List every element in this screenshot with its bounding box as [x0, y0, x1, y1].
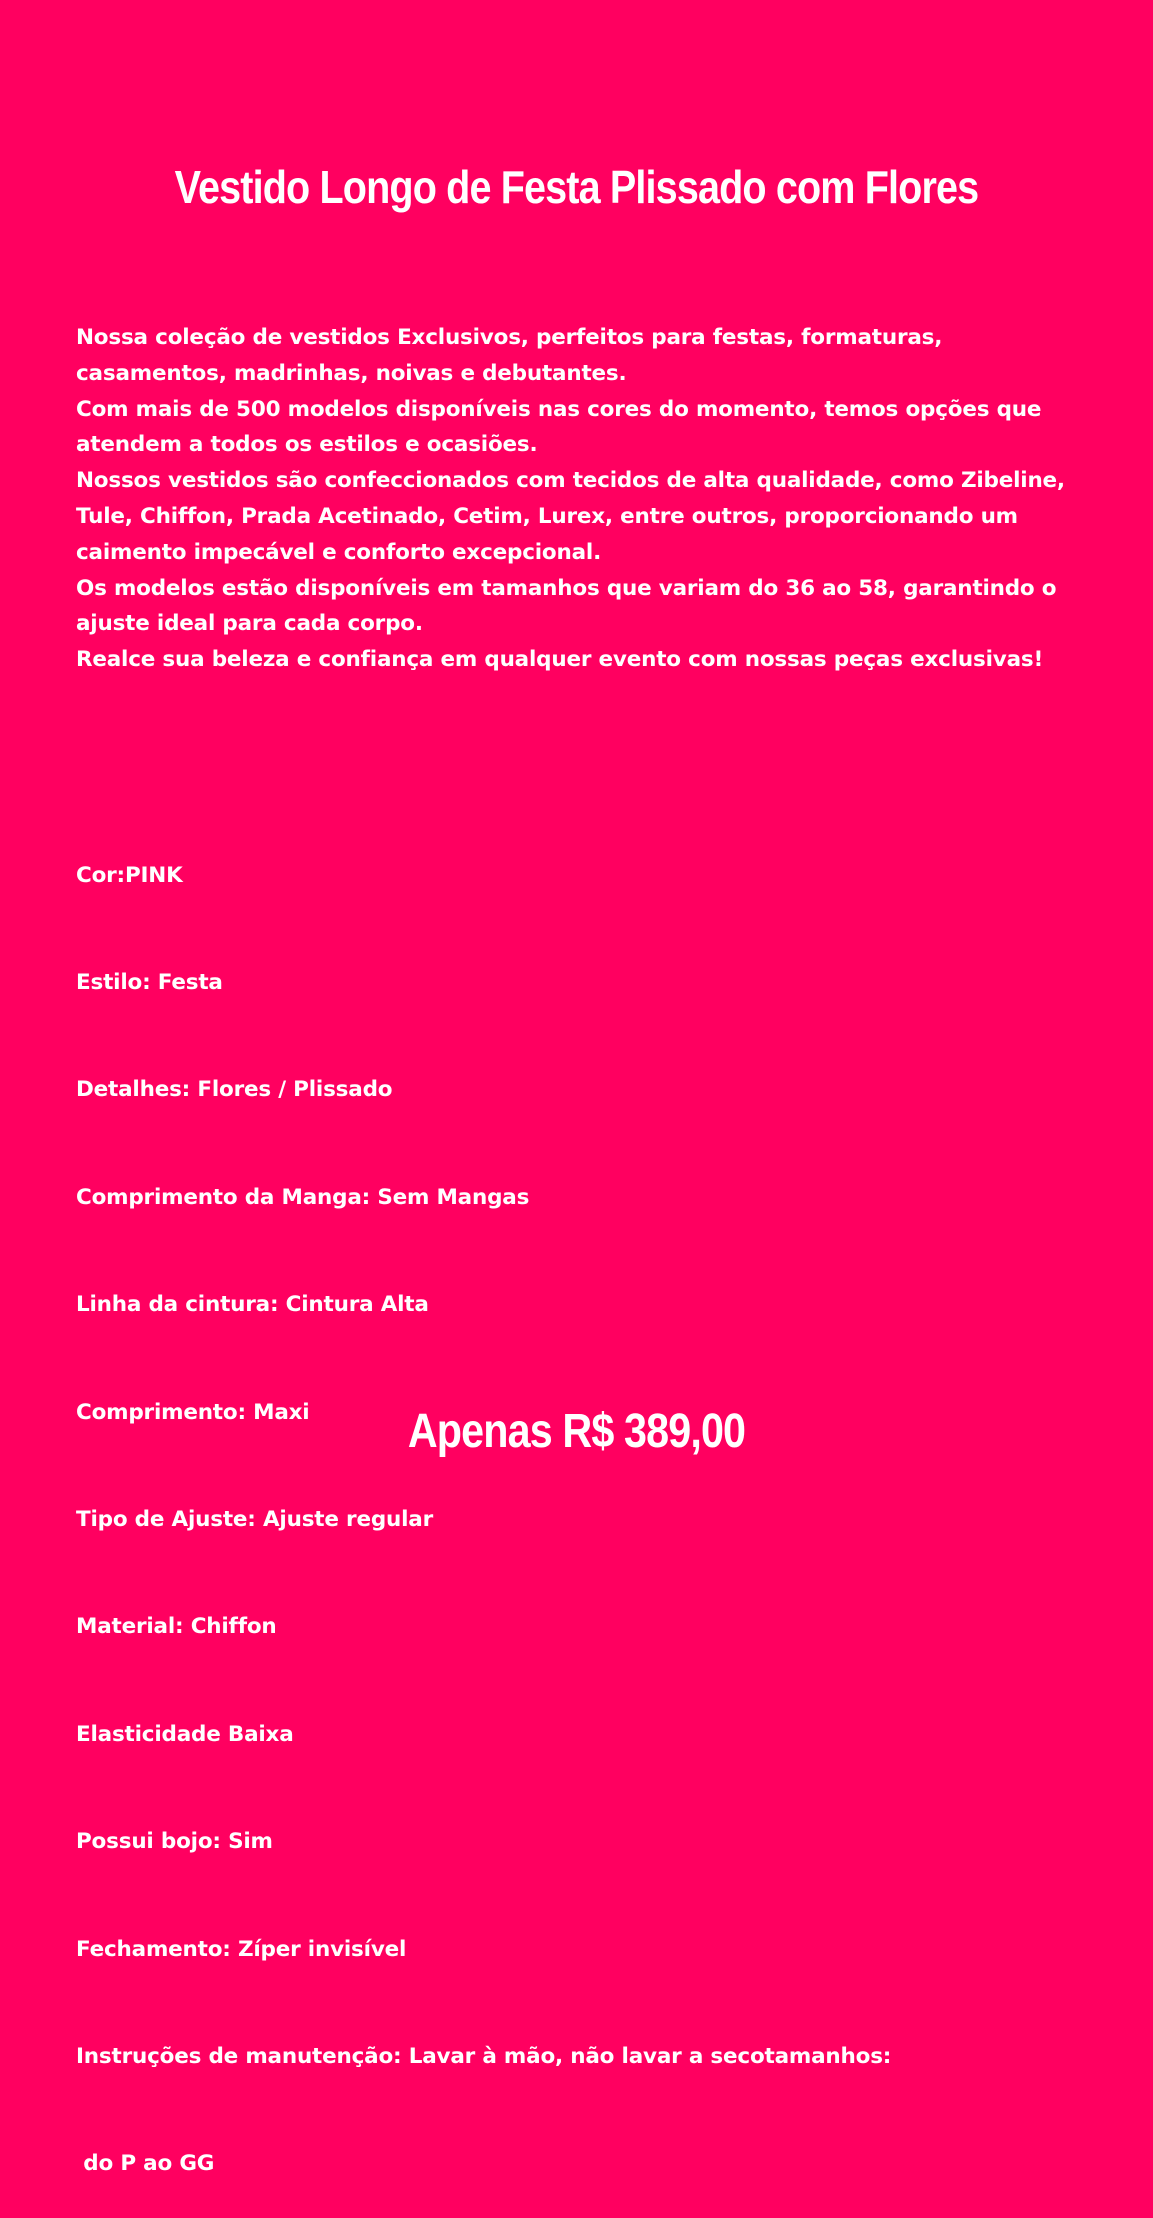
spec-color: Cor:PINK: [76, 862, 183, 888]
description-paragraph: Realce sua beleza e confiança em qualquer evento com nossas peças exclusivas!: [76, 647, 1044, 673]
page-title: Vestido Longo de Festa Plissado com Flores: [174, 160, 979, 213]
spec-waistline: Linha da cintura: Cintura Alta: [76, 1292, 429, 1318]
description-paragraph: Nossos vestidos são confeccionados com tecidos de alta qualidade, como Zibeline, Tule, Chiffon, Prada Acetinado, Cetim, Lurex, entre outros, proporcionando um caimento impecável e conforto excepcional.: [76, 468, 1065, 565]
spec-sleeve-length: Comprimento da Manga: Sem Mangas: [76, 1184, 530, 1210]
spec-closure: Fechamento: Zíper invisível: [76, 1936, 407, 1962]
spec-elasticity: Elasticidade Baixa: [76, 1721, 294, 1747]
spec-care-instructions: Instruções de manutenção: Lavar à mão, não lavar a secotamanhos:: [76, 2043, 892, 2069]
description-paragraph: Nossa coleção de vestidos Exclusivos, perfeitos para festas, formaturas, casamentos, madrinhas, noivas e debutantes.: [76, 325, 943, 386]
description-paragraph: Com mais de 500 modelos disponíveis nas cores do momento, temos opções que atendem a todos os estilos e ocasiões.: [76, 396, 1042, 458]
spec-fit-type: Tipo de Ajuste: Ajuste regular: [76, 1506, 434, 1532]
price-label: Apenas R$ 389,00: [407, 1405, 746, 1458]
spec-sizes: do P ao GG: [76, 2151, 215, 2177]
spec-material: Material: Chiffon: [76, 1614, 277, 1640]
spec-details: Detalhes: Flores / Plissado: [76, 1077, 393, 1103]
description-paragraph: Os modelos estão disponíveis em tamanhos que variam do 36 ao 58, garantindo o ajuste ideal para cada corpo.: [76, 575, 1057, 637]
product-description: [76, 320, 1086, 678]
spec-length: Comprimento: Maxi: [76, 1399, 310, 1425]
spec-padding: Possui bojo: Sim: [76, 1829, 273, 1855]
spec-style: Estilo: Festa: [76, 969, 223, 995]
product-specs-list: [76, 786, 1086, 2218]
